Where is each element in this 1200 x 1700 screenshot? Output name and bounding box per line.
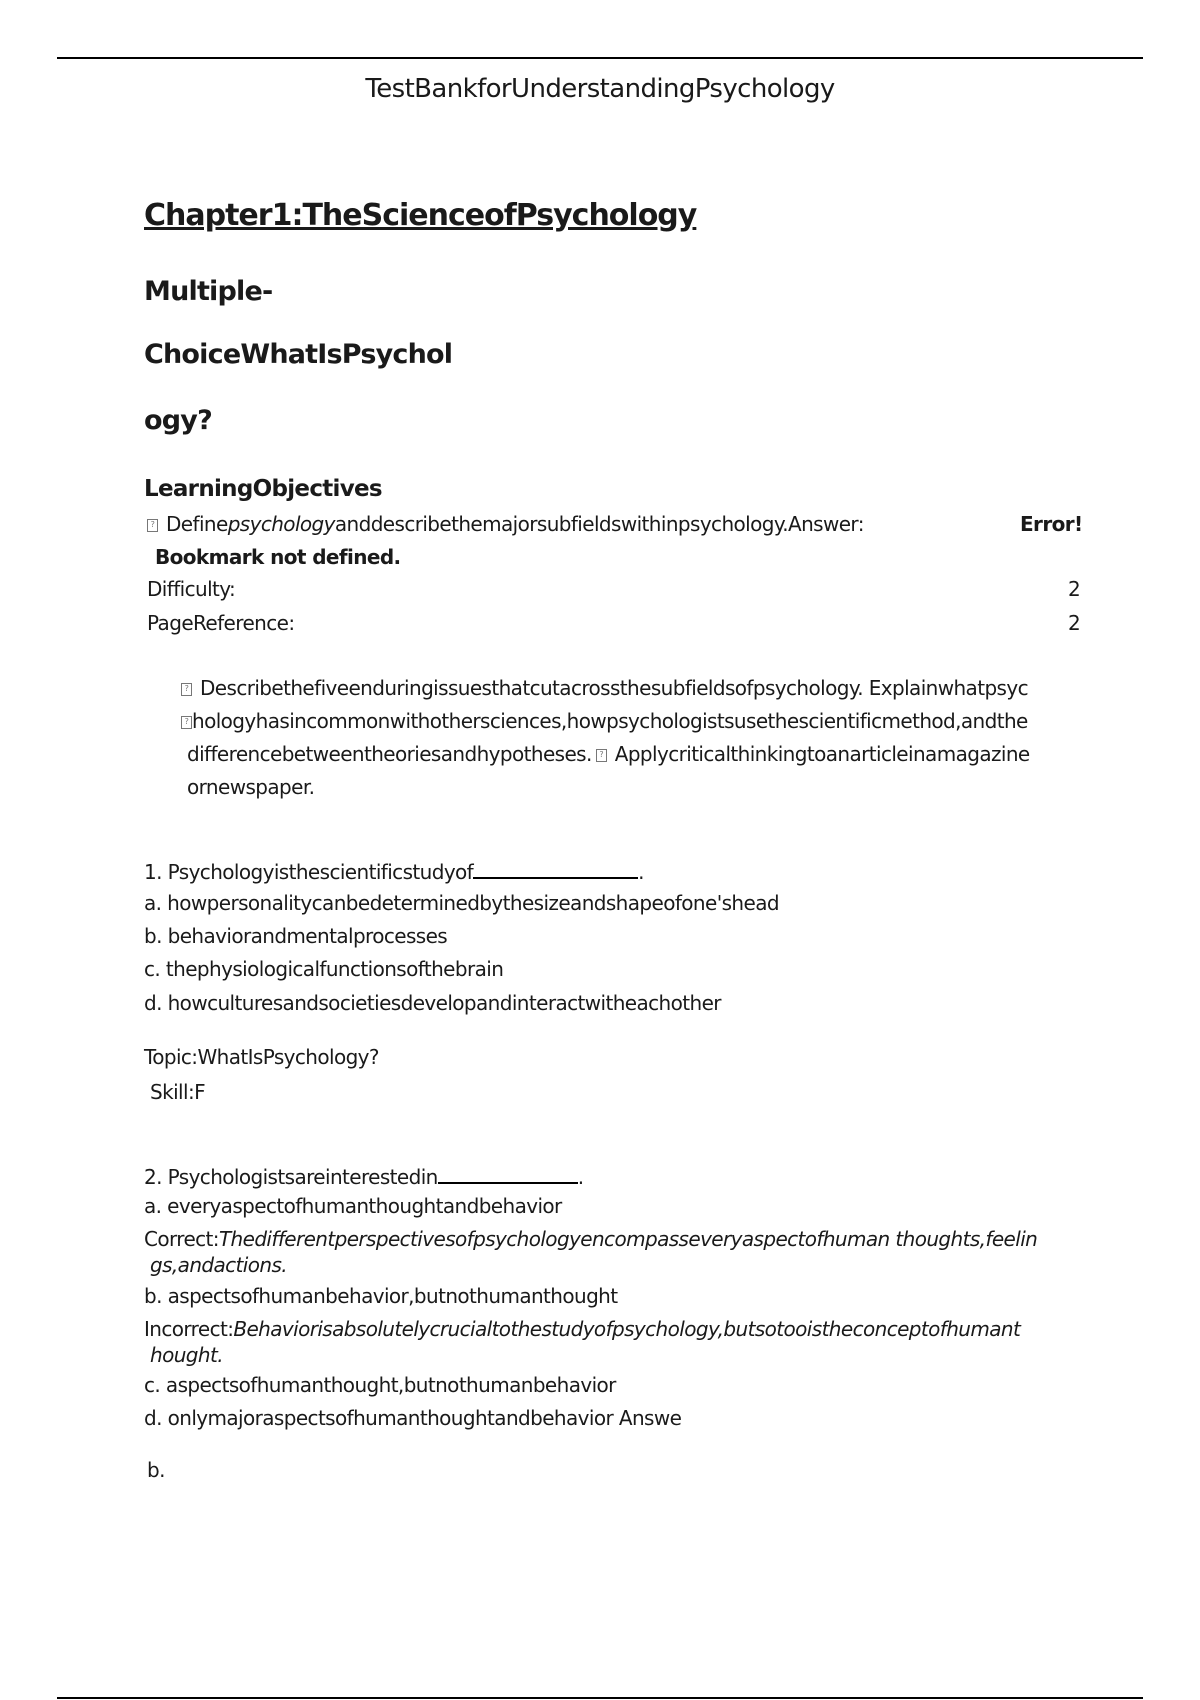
learning-objectives-heading: LearningObjectives bbox=[144, 476, 382, 502]
question-2-option-d: d. onlymajoraspectsofhumanthoughtandbehavior Answe bbox=[144, 1406, 682, 1430]
missing-glyph-icon: ? bbox=[181, 716, 192, 729]
section-title-line-3: ogy? bbox=[144, 405, 212, 436]
question-2-option-c: c. aspectsofhumanthought,butnothumanbehavior bbox=[144, 1373, 616, 1397]
answer-blank bbox=[438, 1162, 578, 1184]
page-reference-label: PageReference: bbox=[147, 611, 295, 635]
chapter-title: Chapter1:TheScienceofPsychology bbox=[144, 198, 697, 233]
question-1-option-b: b. behaviorandmentalprocesses bbox=[144, 924, 448, 948]
objective-2-line-1: ? Describethefiveenduringissuesthatcutacrossthesubfieldsofpsychology. Explainwhatpsyc bbox=[181, 676, 1028, 700]
missing-glyph-icon: ? bbox=[147, 519, 158, 532]
error-text: Error! bbox=[1020, 512, 1083, 536]
missing-glyph-icon: ? bbox=[181, 683, 192, 696]
question-1-option-a: a. howpersonalitycanbedeterminedbythesizeandshapeofone'shead bbox=[144, 891, 779, 915]
difficulty-label: Difficulty: bbox=[147, 577, 236, 601]
question-1-option-c: c. thephysiologicalfunctionsofthebrain bbox=[144, 957, 504, 981]
question-2-correct-feedback-cont: gs,andactions. bbox=[150, 1253, 288, 1277]
section-title-line-1: Multiple- bbox=[144, 276, 273, 307]
question-2-incorrect-feedback-cont: hought. bbox=[150, 1343, 223, 1367]
question-1-stem: 1. Psychologyisthescientificstudyof . bbox=[144, 857, 644, 884]
answer-blank bbox=[473, 857, 638, 879]
question-2-incorrect-feedback: Incorrect:Behaviorisabsolutelycrucialtothestudyofpsychology,butsotooistheconceptofhumant bbox=[144, 1317, 1021, 1341]
objective-2-line-3: differencebetweentheoriesandhypotheses. ? Applycriticalthinkingtoanarticleinamagazine bbox=[187, 742, 1030, 766]
question-2-answer: b. bbox=[147, 1458, 165, 1482]
bottom-rule bbox=[57, 1697, 1143, 1699]
section-title-line-2: ChoiceWhatIsPsychol bbox=[144, 339, 453, 370]
question-2-option-b: b. aspectsofhumanbehavior,butnothumanthought bbox=[144, 1284, 618, 1308]
objective-2-line-4: ornewspaper. bbox=[187, 775, 315, 799]
objective-2-line-2: ? hologyhasincommonwithothersciences,howpsychologistsusethescientificmethod,andthe bbox=[181, 709, 1028, 733]
page-reference-value: 2 bbox=[1068, 611, 1081, 635]
question-1-topic: Topic:WhatIsPsychology? bbox=[144, 1045, 379, 1069]
bookmark-error-text: Bookmark not defined. bbox=[155, 545, 401, 569]
question-2-correct-feedback: Correct:Thedifferentperspectivesofpsychologyencompasseveryaspectofhuman thoughts,feelin bbox=[144, 1227, 1038, 1251]
page-header: TestBankforUnderstandingPsychology bbox=[365, 74, 835, 104]
question-2-stem: 2. Psychologistsareinterestedin . bbox=[144, 1162, 584, 1189]
top-rule bbox=[57, 57, 1143, 59]
missing-glyph-icon: ? bbox=[596, 749, 607, 762]
question-1-option-d: d. howculturesandsocietiesdevelopandinteractwitheachother bbox=[144, 991, 721, 1015]
difficulty-value: 2 bbox=[1068, 577, 1081, 601]
question-2-option-a: a. everyaspectofhumanthoughtandbehavior bbox=[144, 1194, 562, 1218]
objective-1: ? Definepsychologyanddescribethemajorsubfieldswithinpsychology.Answer: bbox=[147, 512, 864, 536]
question-1-skill: Skill:F bbox=[150, 1080, 205, 1104]
